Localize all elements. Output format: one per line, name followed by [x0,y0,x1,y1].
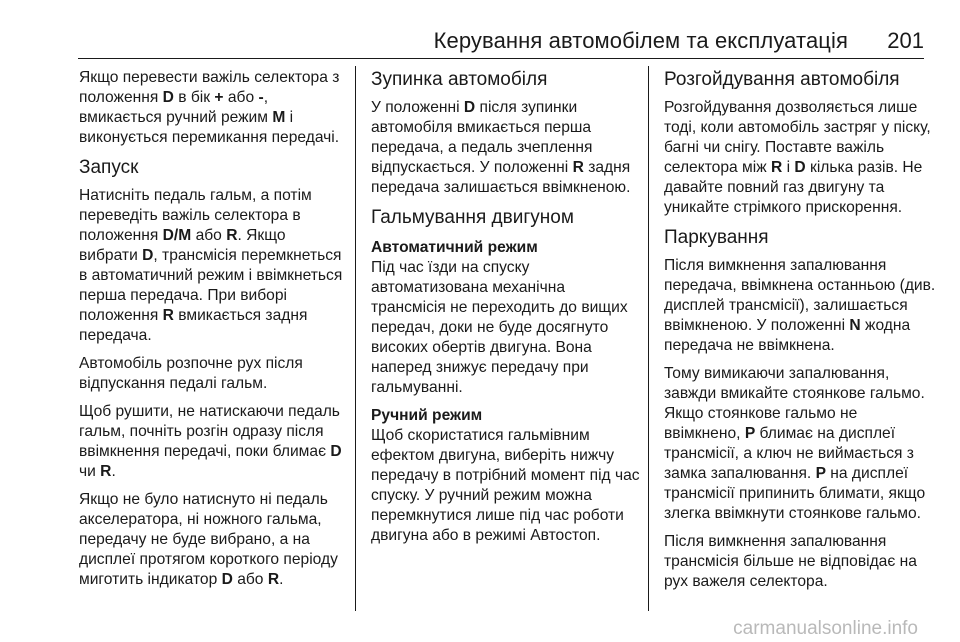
page-header [0,0,960,62]
column-divider-2 [648,66,649,611]
header-rule [78,58,924,59]
paragraph-stopping: У положенні D після зупинки автомобіля вмикається перша передача, а педаль зчеплення відпускається. У положенні R задня передача залишається ввімкненою. [371,99,631,196]
paragraph-automatic-mode: Під час їзди на спуску автоматизована механічна трансмісія не переходить до вищих передач, доки не буде досягнуто високих обертів двигуна. Вона наперед знижує передачу при гальмуванні. [371,259,628,396]
paragraph-indicator-flash: Якщо не було натиснуто ні педаль акселератора, ні ножного гальма, передачу не буде вибрано, а на дисплеї протягом короткого періоду миготить індикатор D або R. [79,491,338,588]
paragraph-start-procedure: Натисніть педаль гальм, а потім переведіть важіль селектора в положення D/M або R. Якщо вибрати D, трансмісія перемкнеться в автоматичний режим і ввімкнеться перша передача. При виборі положення R вмикається задня передача. [79,187,343,344]
subheading-automatic-mode: Автоматичний режим [371,239,538,256]
paragraph-selector-inactive: Після вимкнення запалювання трансмісія більше не відповідає на рух важеля селектора. [664,533,917,590]
heading-engine-braking: Гальмування двигуном [371,207,574,228]
paragraph-parking-brake: Тому вимикаючи запалювання, завжди вмикайте стоянкове гальмо. Якщо стоянкове гальмо не ввімкнено, P блимає на дисплеї трансмісії, а ключ не виймається з замка запалювання. P на дисплеї трансмісії припинить блимати, якщо злегка ввімкнути стоянкове гальмо. [664,365,926,522]
paragraph-pull-away: Щоб рушити, не натискаючи педаль гальм, почніть розгін одразу після ввімкнення передачі, поки блимає D чи R. [79,403,342,480]
heading-stopping: Зупинка автомобіля [371,69,548,90]
heading-parking: Паркування [664,227,769,248]
column-1 [79,68,347,598]
heading-start: Запуск [79,157,139,178]
column-2 [371,68,641,554]
column-divider-1 [355,66,356,611]
page-number: 201 [887,28,924,53]
paragraph-manual-mode-intro: Якщо перевести важіль селектора з положення D в бік + або -, вмикається ручний режим M і виконується перемикання передачі. [79,69,340,146]
subheading-manual-mode: Ручний режим [371,407,483,424]
paragraph-manual-mode: Щоб скористатися гальмівним ефектом двигуна, виберіть нижчу передачу в потрібний момент під час спуску. У ручний режим можна перемкнутися лише під час роботи двигуна або в режимі Автостоп. [371,427,640,544]
running-title: Керування автомобілем та експлуатація [433,28,848,53]
heading-rocking: Розгойдування автомобіля [664,69,900,90]
paragraph-parking-gear: Після вимкнення запалювання передача, ввімкнена останньою (див. дисплей трансмісії), залишається ввімкненою. У положенні N жодна передача не ввімкнена. [664,257,936,354]
paragraph-brake-release: Автомобіль розпочне рух після відпускання педалі гальм. [79,355,303,392]
paragraph-rocking: Розгойдування дозволяється лише тоді, коли автомобіль застряг у піску, багні чи снігу. Поставте важіль селектора між R і D кілька разів. Не давайте повний газ двигуну та уникайте стрімкого прискорення. [664,99,931,216]
watermark: carmanualsonline.info [733,618,918,639]
column-3 [664,68,936,600]
